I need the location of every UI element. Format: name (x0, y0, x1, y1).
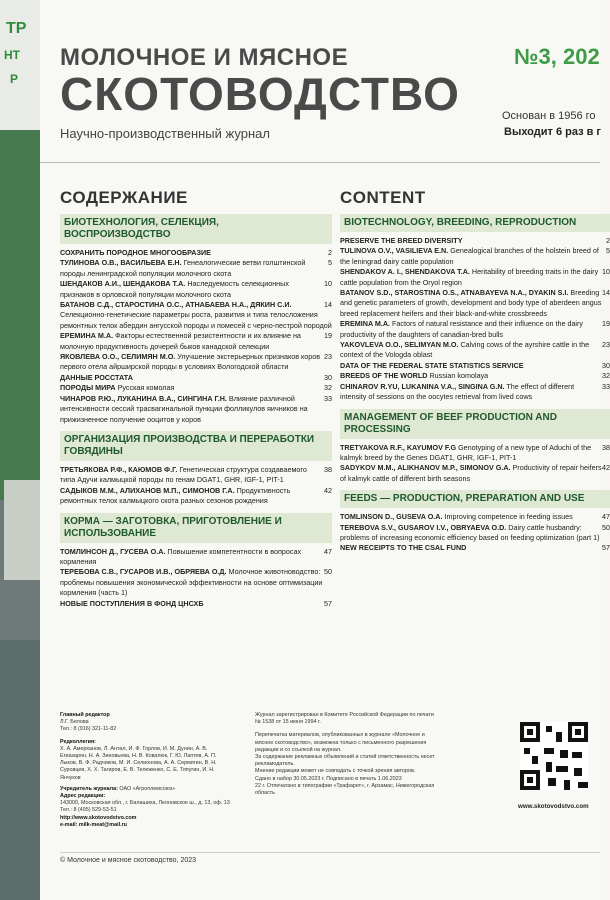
toc-authors: YAKOVLEVA O.O., SELIMYAN M.O. (340, 340, 459, 350)
imprint-legal (255, 712, 440, 797)
section-heading: БИОТЕХНОЛОГИЯ, СЕЛЕКЦИЯ, ВОСПРОИЗВОДСТВО (60, 214, 332, 244)
toc-entry[interactable] (60, 279, 332, 300)
toc-page-number: 50 (324, 567, 332, 577)
toc-authors: САДЫКОВ М.М., АЛИХАНОВ М.П., СИМОНОВ Г.А. (60, 485, 235, 495)
toc-authors: BREEDS OF THE WORLD (340, 371, 428, 381)
adjacent-page-strip (0, 0, 40, 900)
toc-page-number: 42 (324, 485, 332, 495)
contents-column-ru (60, 188, 332, 613)
toc-authors: PRESERVE THE BREED DIVERSITY (340, 236, 463, 245)
toc-entry[interactable] (340, 443, 610, 464)
toc-authors: ТРЕТЬЯКОВА Р.Ф., КАЮМОВ Ф.Г. (60, 464, 178, 474)
toc-entry[interactable] (340, 236, 610, 246)
toc-entry[interactable] (340, 288, 610, 319)
toc-entry[interactable] (60, 300, 332, 331)
toc-article-title: Russian komolaya (429, 371, 489, 381)
toc-page-number: 19 (602, 319, 610, 329)
toc-authors: ТУЛИНОВА О.В., ВАСИЛЬЕВА Е.Н. (60, 258, 182, 268)
copyright: © Молочное и мясное скотоводство, 2023 (60, 857, 197, 864)
toc-authors: TULINOVA O.V., VASILIEVA E.N. (340, 246, 449, 256)
toc-article-title: Breeding and genetic parameters of growth, development and body type of aberdeen angus breed replacement heifers and their black-and-white crossbreeds (340, 288, 602, 318)
toc-page-number: 19 (324, 331, 332, 341)
toc-authors: TRETYAKOVA R.F., KAYUMOV F.G (340, 442, 457, 452)
toc-page-number: 10 (602, 267, 610, 277)
section-heading: BIOTECHNOLOGY, BREEDING, REPRODUCTION (340, 214, 610, 232)
toc-article-title: Генетическая структура создаваемого типа Адучи калмыцкой породы по генам DGAT1, GHR, IGF-1, PIT-1 (60, 464, 307, 485)
toc-page-number: 33 (324, 393, 332, 403)
reprint-note: Перепечатка материалов, опубликованных в журнале «Молочное и мясное скотоводство», возможна только с письменного разрешения редакции и со ссылкой на журнал. (255, 732, 427, 753)
toc-article-title: Генеалогические ветви голштинской породы ленинградской популяции молочного скота (60, 258, 306, 278)
contents-title-en: CONTENT (340, 188, 426, 207)
toc-page-number: 23 (324, 352, 332, 362)
toc-article-title: Русская комолая (117, 383, 175, 393)
toc-page-number: 30 (324, 372, 332, 382)
toc-entry[interactable] (60, 331, 332, 352)
toc-entry[interactable] (340, 523, 610, 544)
ads-note: За содержание рекламных объявлений и статей ответственность несет рекламодатель. (255, 754, 435, 768)
toc-authors: ЧИНАРОВ Р.Ю., ЛУКАНИНА В.А., СИНГИНА Г.Н. (60, 393, 227, 403)
toc-page-number: 57 (324, 598, 332, 608)
adjacent-letters-top: ТР (6, 20, 27, 37)
toc-page-number: 50 (602, 522, 610, 532)
toc-entry[interactable] (340, 267, 610, 288)
toc-authors: ПОРОДЫ МИРА (60, 383, 116, 393)
toc-page-number: 5 (328, 258, 332, 268)
toc-entry[interactable] (340, 319, 610, 340)
toc-page-number: 42 (602, 463, 610, 473)
toc-entry[interactable] (340, 543, 610, 553)
toc-article-title: Genealogical branches of the holstein breed of the leningrad dairy cattle population (340, 246, 599, 266)
toc-entry[interactable] (60, 486, 332, 507)
contents-page (40, 0, 610, 900)
founded-note: Основан в 1956 го (502, 110, 596, 122)
toc-page-number: 2 (606, 236, 610, 245)
toc-article-title: Молочное животноводство: проблемы повышения экономической эффективности на основе оптимизации кормления (часть 1) (60, 567, 323, 598)
editor-label: Главный редактор (60, 712, 110, 718)
toc-page-number: 32 (324, 383, 332, 393)
toc-authors: ЯКОВЛЕВА О.О., СЕЛИМЯН М.О. (60, 352, 176, 362)
toc-article-title: The effect of different intensity of sessions on the oocytes retrieval from lived cows (340, 381, 575, 402)
contents-title-ru: СОДЕРЖАНИЕ (60, 188, 188, 207)
toc-authors: СОХРАНИТЬ ПОРОДНОЕ МНОГООБРАЗИЕ (60, 248, 211, 257)
toc-authors: TEREBOVA S.V., GUSAROV I.V., OBRYAEVA O.D. (340, 522, 507, 532)
toc-entry[interactable] (60, 373, 332, 383)
header-divider (40, 162, 600, 163)
editor-name: Л.Г. Белова (60, 719, 89, 726)
toc-authors: SHENDAKOV A. I., SHENDAKOVA T.A. (340, 267, 470, 277)
toc-article-title: Productivity of repair heifers of kalmyk cattle of different birth seasons (340, 463, 602, 483)
toc-article-title: Повышение компетентности в вопросах кормления (60, 546, 302, 566)
toc-entry[interactable] (340, 361, 610, 371)
address-text: 143000, Московская обл., г. Балашиха, Леоновское ш., д. 13, оф. 13 (60, 800, 230, 807)
toc-page-number: 38 (602, 442, 610, 452)
toc-entry[interactable] (60, 465, 332, 486)
adjacent-page-green (0, 130, 40, 500)
board-label: Редколлегия: (60, 738, 96, 745)
toc-article-title: Dairy cattle husbandry: problems of increasing economic efficiency based on feeding optimization (part 1) (340, 522, 600, 542)
address-label: Адрес редакции: (60, 793, 106, 800)
toc-page-number: 38 (324, 464, 332, 474)
toc-article-title: Factors of natural resistance and their influence on the dairy productivity of the daughters of canadian-bred bulls (340, 319, 584, 339)
toc-entry[interactable] (60, 383, 332, 393)
toc-page-number: 47 (324, 546, 332, 556)
registration-note: Журнал зарегистрирован в Комитете Российской Федерации по печати № 1538 от 15 июня 1994 г. (255, 712, 434, 726)
adjacent-letters-mid: НТ (4, 48, 20, 62)
toc-entry[interactable] (60, 394, 332, 425)
toc-page-number: 57 (602, 543, 610, 553)
magazine-title-line2: СКОТОВОДСТВО (60, 68, 460, 120)
toc-entry[interactable] (340, 371, 610, 381)
toc-authors: EREMINA M.A. (340, 319, 391, 329)
toc-page-number: 14 (602, 288, 610, 298)
toc-page-number: 23 (602, 340, 610, 350)
toc-entry[interactable] (60, 258, 332, 279)
toc-authors: ЕРЕМИНА М.А. (60, 331, 114, 341)
founder-value: ОАО «Агроплемсоюз» (119, 785, 176, 792)
toc-authors: ШЕНДАКОВ А.И., ШЕНДАКОВА Т.А. (60, 279, 186, 289)
toc-page-number: 2 (328, 248, 332, 257)
website-link[interactable]: http://www.skotovodstvo.com (60, 814, 137, 821)
section-heading: ОРГАНИЗАЦИЯ ПРОИЗВОДСТВА И ПЕРЕРАБОТКИ ГОВЯДИНЫ (60, 431, 332, 461)
toc-entry[interactable] (60, 547, 332, 568)
section-heading: FEEDS — PRODUCTION, PREPARATION AND USE (340, 490, 610, 508)
section-heading: КОРМА — ЗАГОТОВКА, ПРИГОТОВЛЕНИЕ И ИСПОЛЬЗОВАНИЕ (60, 513, 332, 543)
toc-article-title: Improving competence in feeding issues (444, 512, 573, 522)
frequency-note: Выходит 6 раз в г (504, 126, 602, 138)
toc-article-title: Calving cows of the ayrshire cattle in the context of the Vologda oblast (340, 340, 590, 360)
opinion-note: Мнение редакции может не совпадать с точкой зрения авторов. (255, 768, 416, 775)
toc-page-number: 33 (602, 381, 610, 391)
contents-column-en (340, 188, 610, 558)
qr-site-label[interactable]: www.skotovodstvo.com (518, 803, 589, 810)
toc-entry[interactable] (60, 248, 332, 258)
toc-entry[interactable] (340, 246, 610, 267)
toc-authors: ТЕРЕБОВА С.В., ГУСАРОВ И.В., ОБРЯЕВА О.Д. (60, 567, 227, 577)
toc-authors: SADYKOV M.M., ALIKHANOV M.P., SIMONOV G.A. (340, 463, 511, 473)
toc-article-title: Влияние различной интенсивности сессий трасвагинальной пункции фолликулов яичников на прижизненное получение ооцитов у коров (60, 393, 308, 424)
toc-authors: БАТАНОВ С.Д., СТАРОСТИНА О.С., АТНАБАЕВА Н.А., ДЯКИН С.И. (60, 300, 292, 310)
section-heading: MANAGEMENT OF BEEF PRODUCTION AND PROCESSING (340, 409, 610, 439)
adjacent-letters-bot: Р (10, 72, 19, 86)
toc-authors: ДАННЫЕ РОССТАТА (60, 372, 133, 382)
toc-article-title: Наследуемость селекционных признаков в орловской популяции молочного скота (60, 279, 289, 299)
toc-article-title: Heritability of breeding traits in the dairy cattle population from the Oryol region (340, 267, 599, 287)
toc-authors: NEW RECEIPTS TO THE CSAL FUND (340, 543, 467, 553)
office-phone: Тел.: 8 (495) 529-53-51 (60, 807, 117, 814)
adjacent-page-photo (4, 480, 40, 580)
toc-entry[interactable] (60, 567, 332, 598)
board-members: Х. А. Амерханов, Л. Антал, И. Ф. Горлов, И. М. Дунин, А. В. Егиазарян, Н. А. Зиновьева, Н. В. Ковалюк, Г. Ю. Лаптев, А. П. Лыков, В. Ф. Радчиков, М. И. Селионова, А. А. Сермягин, В. Н. Суровцев, Х. Х. Тагиров, Е. В. Тележенко, С. Е. Тяпугин, И. Н. Янчуков (60, 745, 217, 781)
email-link[interactable]: e-mail: milk-meat@mail.ru (60, 821, 127, 828)
toc-article-title: Факторы естественной резистентности и их влияние на молочную продуктивность дочерей быков канадской селекции (60, 331, 301, 351)
toc-authors: НОВЫЕ ПОСТУПЛЕНИЯ В ФОНД ЦНСХБ (60, 598, 204, 608)
printer-note: 22 г. Отпечатано в типографии «Трафарет», г. Арзамас, Нижегородская область (255, 782, 435, 797)
toc-entry[interactable] (60, 599, 332, 609)
qr-code[interactable] (520, 722, 588, 790)
imprint (60, 712, 600, 862)
toc-article-title: Genotyping of a new type of Aduchi of the kalmyk breed by the Genes DGAT1, GHR, IGF-1, PIT-1 (340, 442, 592, 462)
toc-authors: TOMLINSON D., GUSEVA O.A. (340, 512, 443, 522)
toc-entry[interactable] (340, 463, 610, 484)
issue-number: №3, 202 (514, 44, 600, 69)
editor-phone: Тел.: 8 (916) 321-11-82 (60, 726, 117, 733)
toc-authors: DATA OF THE FEDERAL STATE STATISTICS SERVICE (340, 360, 524, 370)
founder-label: Учредитель журнала: (60, 785, 118, 792)
toc-page-number: 32 (602, 371, 610, 381)
toc-page-number: 30 (602, 360, 610, 370)
toc-entry[interactable] (340, 512, 610, 522)
toc-authors: BATANOV S.D., STAROSTINA O.S., ATNABAYEVA N.A., DYAKIN S.I. (340, 288, 569, 298)
toc-article-title: Селекционно-генетические параметры роста, развития и типа телосложения ремонтных телок абердин ангусской породы и помесей с черно-пестрой породой (60, 310, 332, 330)
toc-page-number: 47 (602, 512, 610, 522)
toc-page-number: 5 (606, 246, 610, 256)
toc-article-title: Улучшение экстерьерных признаков коров первого отела айрширской породы в условиях Вологодской области (60, 352, 321, 372)
toc-authors: CHINAROV R.YU, LUKANINA V.A., SINGINA G.N. (340, 381, 505, 391)
toc-authors: ТОМЛИНСОН Д., ГУСЕВА О.А. (60, 546, 166, 556)
toc-entry[interactable] (60, 352, 332, 373)
toc-article-title: Продуктивность ремонтных телок калмыцкого скота разных сезонов рождения (60, 485, 291, 506)
magazine-title-line1: МОЛОЧНОЕ И МЯСНОЕ (60, 44, 349, 71)
toc-page-number: 10 (324, 279, 332, 289)
toc-entry[interactable] (340, 382, 610, 403)
adjacent-page-bottom (0, 640, 40, 900)
print-note: Сдано в набор 30.05.2023 г. Подписано в печать 1.06.2023 (255, 775, 402, 782)
adjacent-page-top (0, 0, 40, 130)
toc-page-number: 14 (324, 300, 332, 310)
toc-entry[interactable] (340, 340, 610, 361)
footer-divider (60, 852, 600, 853)
magazine-subtitle: Научно-производственный журнал (60, 126, 270, 141)
imprint-editorial (60, 712, 235, 829)
